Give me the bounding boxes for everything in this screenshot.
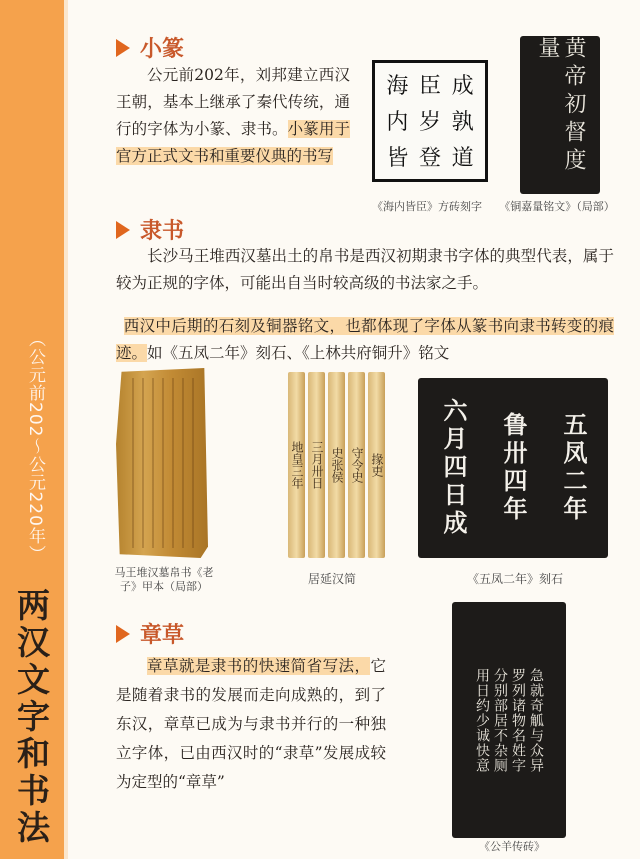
sidebar-stripe [64, 0, 68, 859]
chapter-title: 两汉文字和书法 [12, 588, 51, 847]
bamboo-slip: 史张侯 [328, 372, 345, 558]
brick-inscription-image: 海 臣 成 内 岁 孰 皆 登 道 [372, 60, 488, 182]
rubbing-column: 罗列诸物名姓字 [510, 667, 526, 773]
bamboo-slip: 地皇三年 [288, 372, 305, 558]
caption-slips: 居延汉简 [307, 572, 356, 586]
rubbing-column: 用日约少诚快意 [474, 667, 490, 773]
bronze-inscription-image [520, 36, 600, 194]
section3-paragraph [116, 652, 386, 797]
triangle-bullet-icon [116, 221, 130, 239]
rubbing-column: 五凤二年 [559, 412, 588, 524]
section3-text: 它是随着隶书的发展而走向成熟的，到了东汉，章草已成为与隶书并行的一种独立字体，已由西汉时的“隶草”发展成较为定型的“章草” [116, 657, 386, 791]
bamboo-slip: 守令史 [348, 372, 365, 558]
silk-manuscript-texture [124, 378, 200, 548]
section1-text: 公元前202年，刘邦建立西汉王朝，基本上继承了秦代传统，通行的字体为小篆、隶书。 [116, 66, 350, 138]
section-title-text: 章草 [140, 622, 185, 648]
rubbing-column: 鲁卅四年 [499, 412, 528, 524]
bamboo-slip: 三月卅日 [308, 372, 325, 558]
triangle-bullet-icon [116, 625, 130, 643]
section1-paragraph [116, 62, 350, 170]
triangle-bullet-icon [116, 39, 130, 57]
section-title-text: 隶书 [140, 218, 185, 244]
section3-highlight: 章草就是隶书的快速简省写法， [147, 657, 371, 675]
zhangcao-rubbing-image [452, 602, 566, 838]
section1-highlight: 小篆用于官方正式文书和重要仪典的书写 [116, 120, 350, 165]
section-title-text: 小篆 [140, 36, 185, 62]
caption-zhangcao: 《公羊传砖》 [479, 840, 545, 853]
rubbing-column: 急就奇觚与众异 [528, 667, 544, 773]
section-title-lishu [116, 214, 184, 245]
wufeng-rubbing-image [418, 378, 608, 558]
caption-silk: 马王堆汉墓帛书《老子》甲本（局部） [114, 566, 214, 593]
caption-bronze: 《铜嘉量铭文》（局部） [499, 200, 615, 213]
section2-paragraph1: 长沙马王堆西汉墓出土的帛书是西汉初期隶书字体的典型代表，属于较为正规的字体，可能出自当时较高级的书法家之手。 [116, 247, 614, 292]
section2-paragraph2 [116, 313, 614, 367]
section-title-zhangcao [116, 618, 184, 649]
caption-brick: 《海内皆臣》方砖刻字 [372, 200, 482, 213]
section2-highlight: 西汉中后期的石刻及铜器铭文，也都体现了字体从篆书向隶书转变的痕迹。 [116, 317, 614, 362]
section-title-xiaozhuan [116, 32, 184, 63]
section2-text: 如《五凤二年》刻石、《上林共府铜升》铭文 [147, 344, 450, 362]
period-label: （公元前202～公元220年） [25, 330, 45, 563]
bamboo-slip: 掾吏 [368, 372, 385, 558]
rubbing-column: 分别部居不杂厕 [492, 667, 508, 773]
bronze-chars: 黄帝初督度量 [535, 36, 586, 176]
rubbing-column: 六月四日成 [439, 398, 468, 538]
caption-rubbing: 《五凤二年》刻石 [466, 572, 563, 586]
